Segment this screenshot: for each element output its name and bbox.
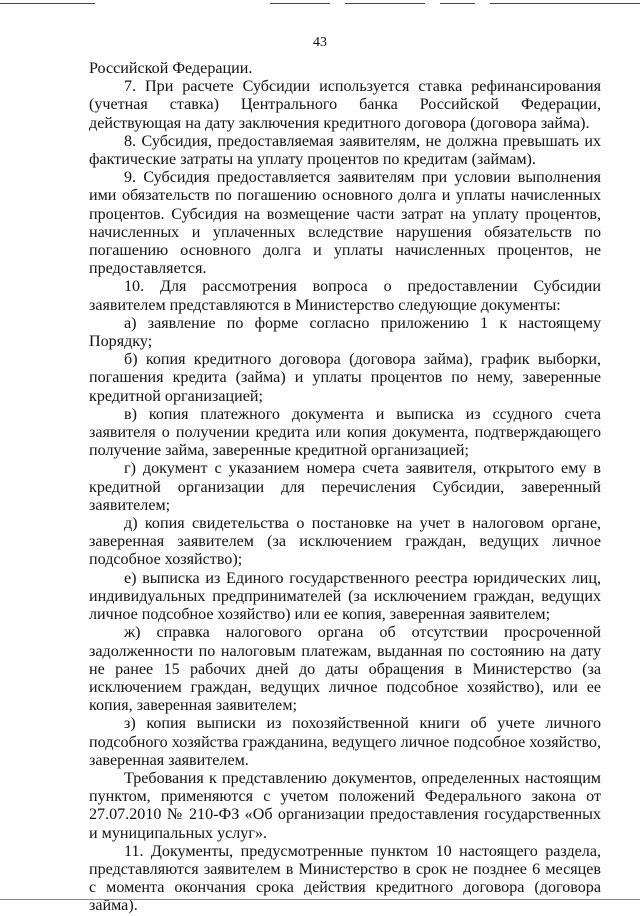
paragraph-subitem-zh: ж) справка налогового органа об отсутствии просроченной задолженности по налоговым платежам, выданная по состоянию на дату не ранее 15 рабочих дней до даты обращения в Министерство (за исключением граждан, ведущих личное подсобное хозяйство), или ее копия, заверенная заявителем; (89, 624, 601, 715)
paragraph-subitem-d: д) копия свидетельства о постановке на учет в налоговом органе, заверенная заявителем (за исключением граждан, ведущих личное подсобное хозяйство); (89, 515, 601, 569)
paragraph-requirements: Требования к представлению документов, определенных настоящим пунктом, применяются с учетом положений Федерального закона от 27.07.2010 № 210-ФЗ «Об организации предоставления государственных и муниципальных услуг». (89, 769, 601, 842)
paragraph-item-8: 8. Субсидия, предоставляемая заявителям, не должна превышать их фактические затраты на уплату процентов по кредитам (займам). (89, 132, 601, 169)
scan-top-edge (0, 0, 640, 9)
paragraph-subitem-g: г) документ с указанием номера счета заявителя, открытого ему в кредитной организации для перечисления Субсидии, заверенный заявителем; (89, 460, 601, 514)
scan-line (0, 3, 95, 4)
paragraph-item-9: 9. Субсидия предоставляется заявителям при условии выполнения ими обязательств по погашению основного долга и уплаты начисленных процентов. Субсидия на возмещение части затрат на уплату процентов, начисленных и уплаченных вследствие нарушения обязательств по погашению основного долга и уплаты начисленных процентов, не предоставляется. (89, 169, 601, 278)
scan-line (490, 3, 640, 4)
document-body (89, 60, 601, 916)
scan-line (270, 3, 330, 4)
scan-bottom-edge (0, 899, 640, 903)
paragraph-subitem-z: з) копия выписки из похозяйственной книги об учете личного подсобного хозяйства гражданина, ведущего личное подсобное хозяйство, заверенная заявителем. (89, 715, 601, 769)
scan-line (345, 3, 425, 4)
paragraph-subitem-v: в) копия платежного документа и выписка из ссудного счета заявителя о получении кредита или копия документа, подтверждающего получение займа, заверенные кредитной организацией; (89, 405, 601, 460)
paragraph-subitem-b: б) копия кредитного договора (договора займа), график выборки, погашения кредита (займа) и уплаты процентов по нему, заверенные кредитной организацией; (89, 351, 601, 405)
paragraph-item-10: 10. Для рассмотрения вопроса о предоставлении Субсидии заявителем представляются в Министерство следующие документы: (89, 278, 601, 314)
paragraph-continuation: Российской Федерации. (89, 60, 253, 77)
paragraph-item-7: 7. При расчете Субсидии используется ставка рефинансирования (учетная ставка) Центрального банка Российской Федерации, действующая на дату заключения кредитного договора (договора займа). (89, 78, 601, 132)
scan-line (440, 3, 475, 4)
page-number: 43 (313, 35, 327, 50)
paragraph-subitem-e: е) выписка из Единого государственного реестра юридических лиц, индивидуальных предпринимателей (за исключением граждан, ведущих личное подсобное хозяйство) или ее копия, заверенная заявителем; (89, 569, 601, 624)
paragraph-item-11: 11. Документы, предусмотренные пунктом 10 настоящего раздела, представляются заявителем в Министерство в срок не позднее 6 месяцев с момента окончания срока действия кредитного договора (договора займа). (89, 842, 601, 915)
paragraph-subitem-a: а) заявление по форме согласно приложению 1 к настоящему Порядку; (89, 314, 601, 351)
